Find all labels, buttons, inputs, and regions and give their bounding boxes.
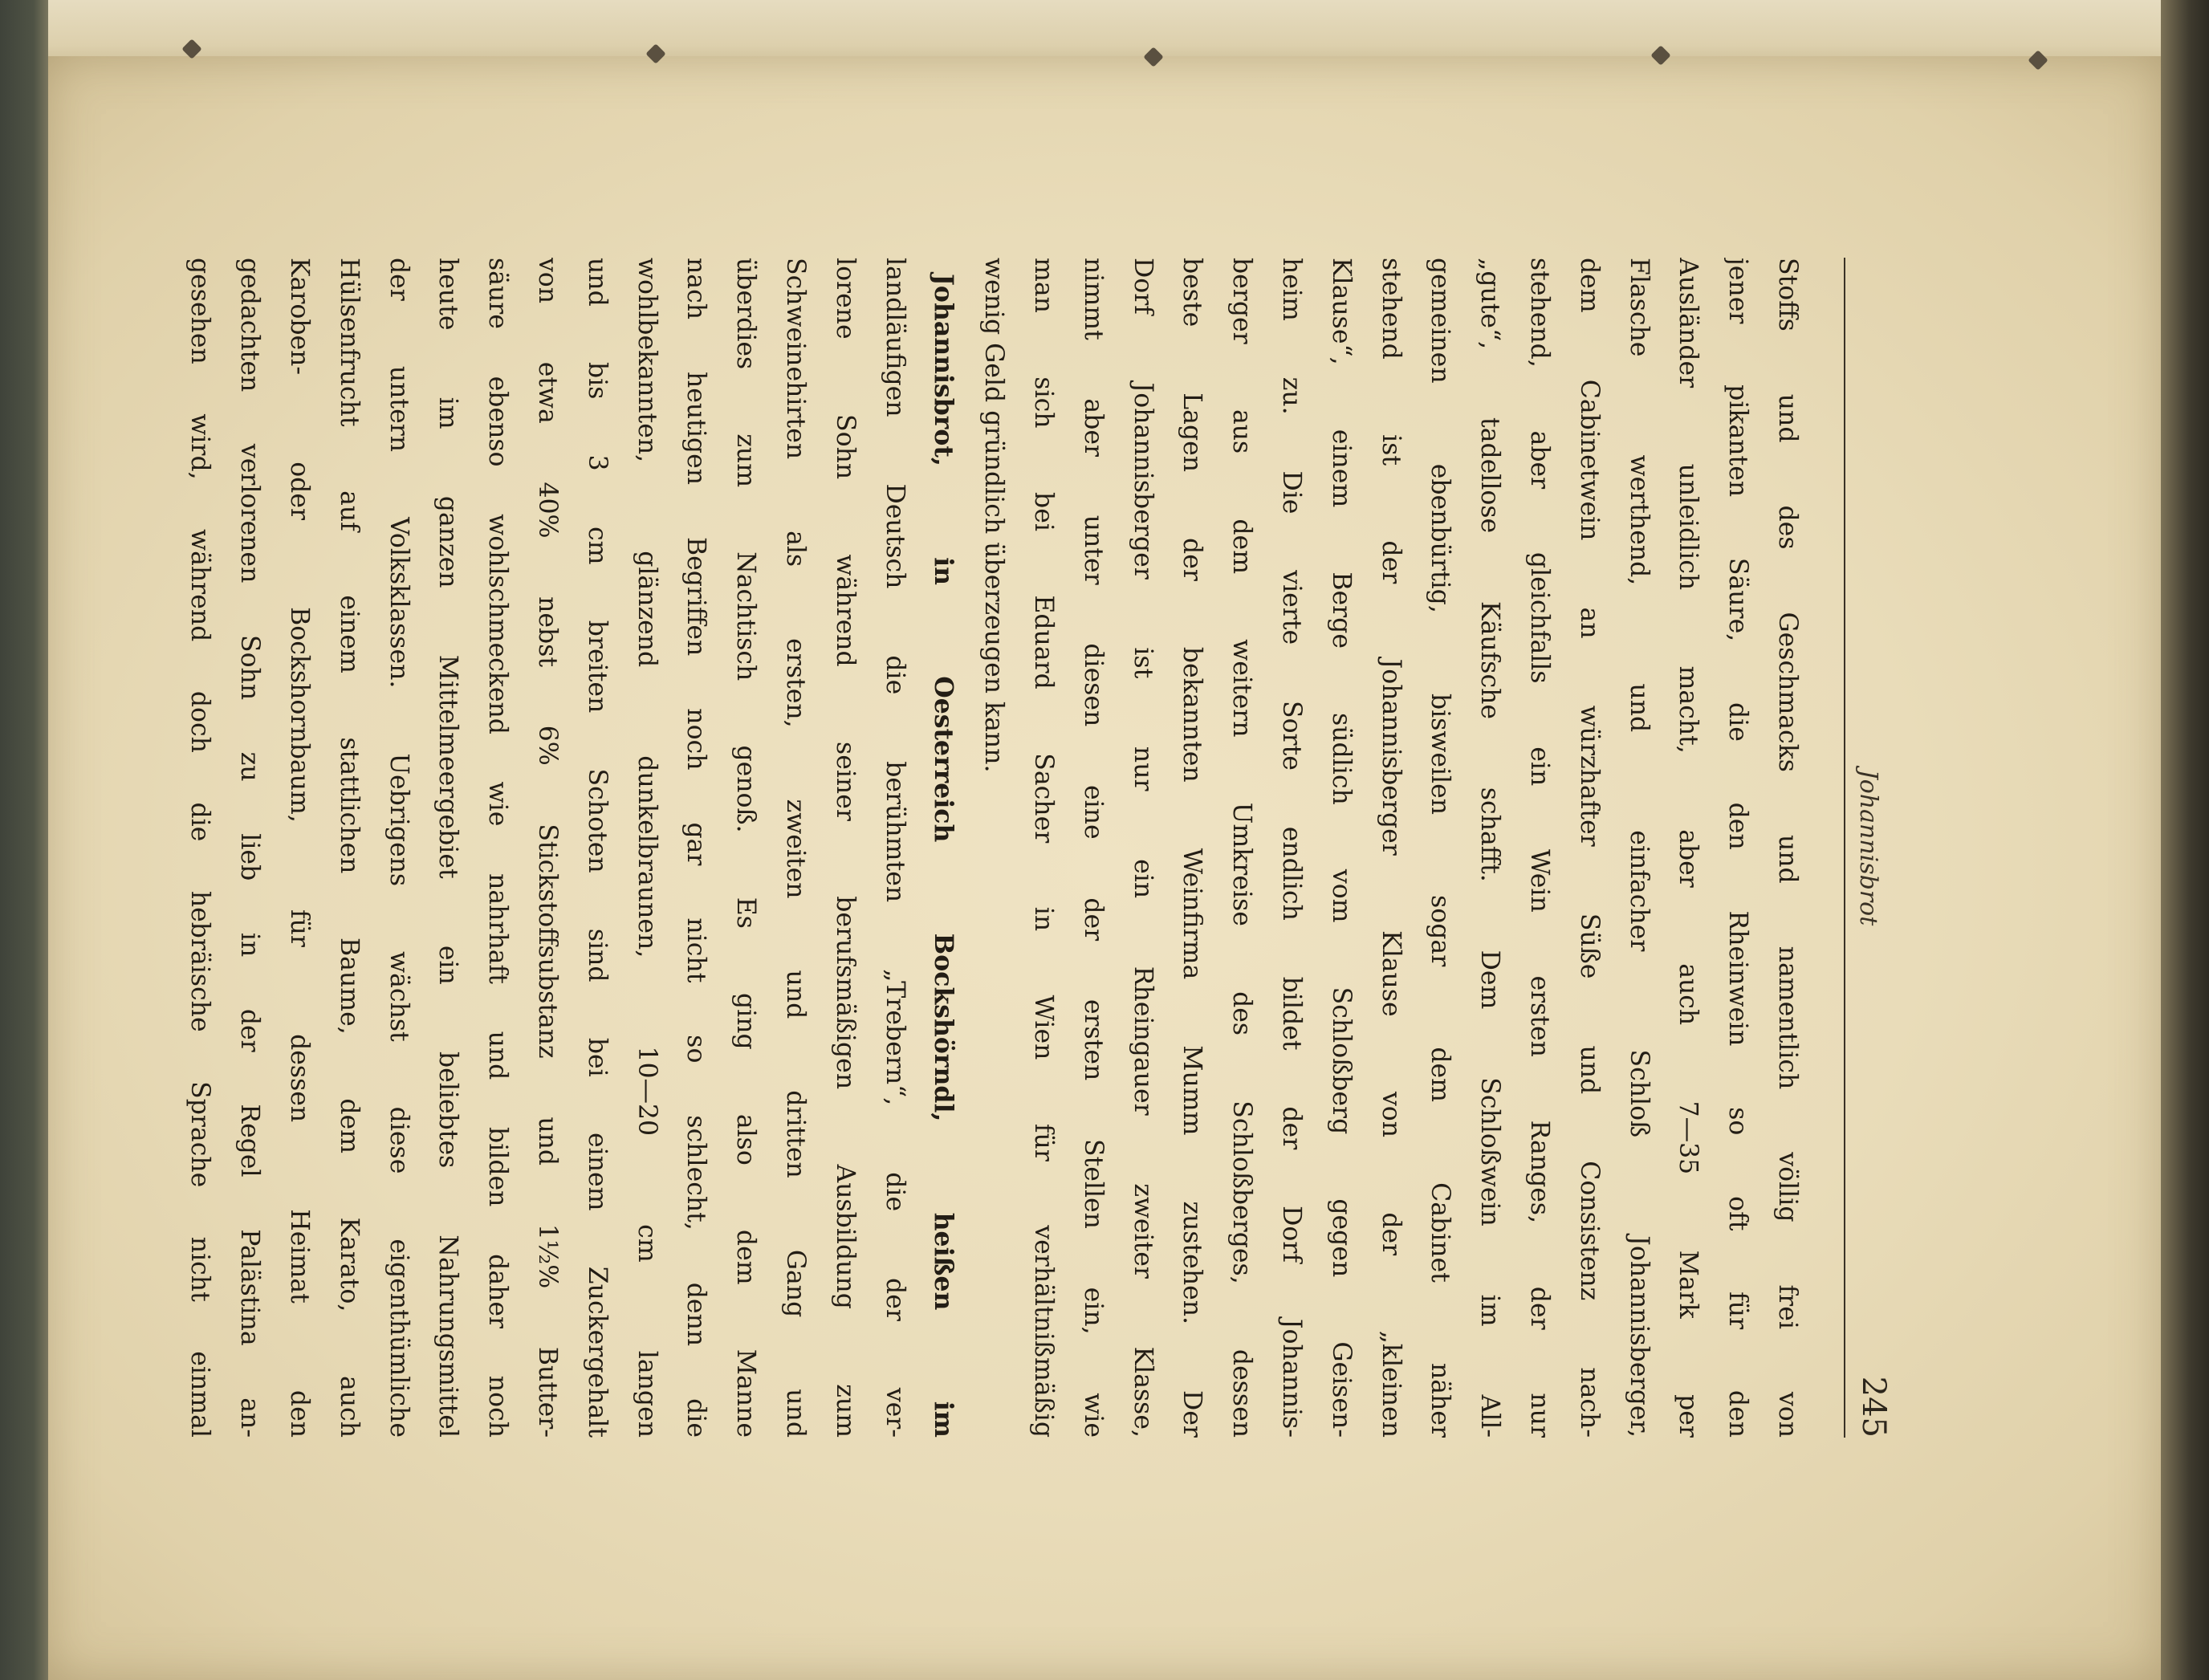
- page-number: 245: [1855, 1376, 1892, 1438]
- text-line: Ausländer unleidlich macht, aber auch 7—35 Mark per: [1674, 258, 1703, 1438]
- text-line: säure ebenso wohlschmeckend wie nahrhaft und bilden daher noch: [483, 258, 513, 1438]
- text-line: heute im ganzen Mittelmeergebiet ein beliebtes Nahrungsmittel: [433, 258, 463, 1438]
- text-line: wohlbekannten, glänzend dunkelbraunen, 10—20 cm langen: [632, 258, 661, 1438]
- header-rule: [1844, 258, 1845, 1438]
- entry-heading-line: Johannisbrot, in Oesterreich Bockshörndl, heißen im: [929, 274, 959, 1438]
- text-line: heim zu. Die vierte Sorte endlich bildet der Dorf Johannis-: [1277, 258, 1307, 1438]
- text-line: gedachten verlorenen Sohn zu lieb in der Regel Palästina an-: [235, 258, 265, 1438]
- text-line: Stoffs und des Geschmacks und namentlich völlig frei von: [1773, 258, 1802, 1438]
- running-head: Johannisbrot: [1854, 769, 1882, 926]
- text-line: stehend, aber gleichfalls ein Wein ersten Ranges, der nur: [1525, 258, 1555, 1438]
- text-line: landläufigen Deutsch die berühmten „Trebern“, die der ver-: [880, 258, 909, 1438]
- text-line: jener pikanten Säure, die den Rheinwein so oft für den: [1723, 258, 1753, 1438]
- text-line: nach heutigen Begriffen noch gar nicht so schlecht, denn die: [681, 258, 711, 1438]
- text-line: dem Cabinetwein an würzhafter Süße und Consistenz nach-: [1574, 258, 1604, 1438]
- text-line: gemeinen ebenbürtig, bisweilen sogar dem Cabinet näher: [1426, 258, 1455, 1438]
- text-line: wenig Geld gründlich überzeugen kann.: [979, 258, 1009, 773]
- text-line: Flasche werthend, und einfacher Schloß Johannisberger,: [1624, 258, 1654, 1438]
- text-line: stehend ist der Johannisberger Klause von der „kleinen: [1376, 258, 1406, 1438]
- text-line: von etwa 40% nebst 6% Stickstoffsubstanz und 1½% Butter-: [533, 258, 563, 1438]
- text-line: man sich bei Eduard Sacher in Wien für verhältnißmäßig: [1029, 258, 1059, 1438]
- text-line: Dorf Johannisberger ist nur ein Rheingauer zweiter Klasse,: [1128, 258, 1157, 1438]
- text-line: und bis 3 cm breiten Schoten sind bei einem Zuckergehalt: [582, 258, 612, 1438]
- scanner-background: [0, 0, 48, 1680]
- text-line: berger aus dem weitern Umkreise des Schloßberges, dessen: [1227, 258, 1257, 1438]
- book-spine-edge: [2161, 0, 2209, 1680]
- text-line: gesehen wird, während doch die hebräische Sprache nicht einmal: [185, 258, 215, 1438]
- page-header: [1826, 258, 1930, 1438]
- rotated-page-content: [185, 185, 1930, 1494]
- text-line: Schweinehirten als ersten, zweiten und dritten Gang und: [781, 258, 811, 1438]
- text-line: „gute“, tadellose Käufsche schafft. Dem Schloßwein im All-: [1475, 258, 1505, 1438]
- text-line: Klause“, einem Berge südlich vom Schloßberg gegen Geisen-: [1326, 258, 1356, 1438]
- text-line: überdies zum Nachtisch genoß. Es ging also dem Manne: [731, 258, 761, 1438]
- text-line: Hülsenfrucht auf einem stattlichen Baume, dem Karato, auch: [334, 258, 364, 1438]
- text-line: der untern Volksklassen. Uebrigens wächst diese eigenthümliche: [384, 258, 413, 1438]
- text-line: lorene Sohn während seiner berufsmäßigen Ausbildung zum: [830, 258, 860, 1438]
- text-line: nimmt aber unter diesen eine der ersten Stellen ein, wie: [1078, 258, 1108, 1438]
- text-line: beste Lagen der bekannten Weinfirma Mumm zustehen. Der: [1178, 258, 1207, 1438]
- body-text: [185, 258, 1812, 1438]
- text-line: Karoben- oder Bockshornbaum, für dessen Heimat den: [285, 258, 315, 1438]
- book-top-edge: [0, 0, 2209, 64]
